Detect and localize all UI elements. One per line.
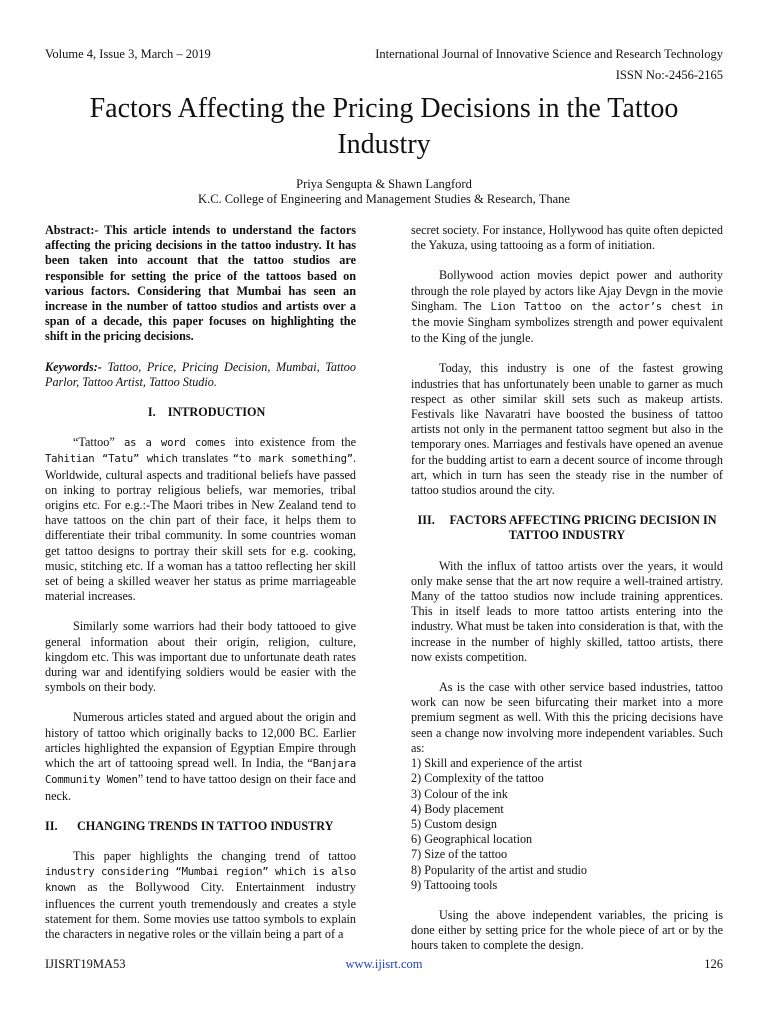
- paper-code: IJISRT19MA53: [45, 957, 126, 971]
- section-1-number: I.: [147, 405, 156, 420]
- intro-p1-f: “to mark something”: [232, 453, 353, 466]
- section-2-heading: [45, 819, 356, 834]
- section-3-number: III.: [417, 513, 435, 528]
- variable-item: 1) Skill and experience of the artist: [411, 756, 583, 771]
- factors-paragraph-2: As is the case with other service based industries, tattoo work can now be seen bifurcating their market into a more premium segment as well. With this the pricing decisions have seen a change now involving more independent variables. Such as:: [411, 680, 723, 755]
- keywords-text: Tattoo, Price, Pricing Decision, Mumbai, Tattoo Parlor, Tattoo Artist, Tattoo Studio.: [45, 359, 356, 389]
- section-3-heading-line-1: [411, 513, 723, 528]
- factors-paragraph-2-block: [411, 680, 723, 893]
- paper-title: Factors Affecting the Pricing Decisions in the Tattoo Industry: [89, 93, 679, 160]
- section-3-heading: [411, 513, 723, 543]
- left-column: [45, 223, 356, 957]
- trends-p1-c: as the Bollywood City. Entertainment industry influences the current youth tremendously and creates a style statement for them. Some movies use tattoo symbols to explain the characters in negative roles or the villain being a part of a: [45, 880, 356, 941]
- journal-name: International Journal of Innovative Science and Research Technology: [375, 47, 723, 61]
- section-1-heading: [45, 405, 356, 420]
- trends-paragraph-3: Today, this industry is one of the fastest growing industries that has unfortunately been unable to garner as much respect as other similar skill sets such as makeup artists. Festivals like Navaratri have boosted the business of tattoo artists not only in the permanent tattoo segment but also in the temporary ones. Marriages and festivals have opened an avenue for the budding artist to earn a decent source of income through art, which in turn has seen the steady rise in the number of tattoo studios around the city.: [411, 361, 723, 498]
- intro-paragraph-2: Similarly some warriors had their body tattooed to give general information about their origin, religion, culture, kingdom etc. This was important due to unfortunate death rates during war and identifying soldiers would be easier with the symbols on their body.: [45, 619, 356, 695]
- keywords-label: Keywords:-: [45, 359, 102, 374]
- trends-p1-b: industry considering “Mumbai region” which is also known: [45, 866, 356, 895]
- variables-list: [411, 756, 723, 893]
- trends-p2-c: movie Singham symbolizes strength and power equivalent to the King of the jungle.: [411, 315, 723, 346]
- section-2-number: II.: [45, 818, 58, 833]
- volume-info: Volume 4, Issue 3, March – 2019: [45, 47, 211, 61]
- page-number: 126: [704, 957, 723, 971]
- section-3-title-line-2: TATTOO INDUSTRY: [508, 528, 626, 543]
- section-3-title-line-1: FACTORS AFFECTING PRICING DECISION IN: [449, 513, 717, 528]
- intro-p1-g: . Worldwide, cultural aspects and traditional beliefs have passed on inking to portray religious beliefs, war memories, tribal origins etc. For e.g.:-The Maori tribes in New Zealand tend to have tattoos on the chin part of their face, it helps them to differentiate their tribal community. In some countries woman get tattoo designs to portray their skill sets for e.g. cooking, music, stitching etc. If a woman has a tattoo reflecting her skill set of being a skilled weaver her status as prime marriageable material increases.: [45, 451, 356, 604]
- variable-item: 8) Popularity of the artist and studio: [411, 862, 588, 877]
- authors: Priya Sengupta & Shawn Langford: [296, 177, 472, 191]
- intro-p1-c: into existence from the: [234, 435, 356, 450]
- variable-item: 4) Body placement: [411, 801, 504, 816]
- trends-p2-b: The Lion Tattoo on the actor’s chest in the: [411, 300, 723, 330]
- intro-paragraph-1: [45, 435, 356, 604]
- variable-item: 9) Tattooing tools: [411, 877, 498, 892]
- section-2-title: CHANGING TRENDS IN TATTOO INDUSTRY: [77, 818, 334, 833]
- intro-p1-b: as a word comes: [114, 437, 235, 450]
- intro-paragraph-3: [45, 710, 356, 803]
- abstract: [45, 223, 356, 345]
- trends-p1-a: This paper highlights the changing trend of tattoo: [73, 848, 356, 863]
- variable-item: 3) Colour of the ink: [411, 786, 508, 801]
- variable-item: 2) Complexity of the tattoo: [411, 771, 544, 786]
- abstract-text: This article intends to understand the factors affecting the pricing decisions in the tattoo industry. It has been taken into account that the tattoo studios are responsible for setting the price of the tattoos based on various factors. Considering that Mumbai has seen an increase in the number of tattoo studios and artists over a span of a decade, this paper focuses on highlighting the shift in the pricing decisions.: [45, 223, 356, 344]
- issn: ISSN No:-2456-2165: [615, 68, 723, 82]
- trends-paragraph-1-cont: secret society. For instance, Hollywood has quite often depicted the Yakuza, using tattooing as a form of initiation.: [411, 223, 723, 253]
- trends-p2-a: Bollywood action movies depict power and authority through the role played by actors like Ajay Devgn in the movie Singham.: [411, 268, 723, 313]
- variable-item: 7) Size of the tattoo: [411, 847, 508, 862]
- intro-p3-a: Numerous articles stated and argued about the origin and history of tattoo which originally backs to 12,000 BC. Earlier articles highlighted the expansion of Egyptian Empire through which the art of tattooing spread well. In India, the “: [45, 710, 356, 771]
- intro-p1-a: “Tattoo”: [73, 435, 115, 450]
- abstract-label: Abstract:-: [45, 223, 99, 237]
- intro-p1-e: translates: [177, 451, 233, 466]
- affiliation: K.C. College of Engineering and Management Studies & Research, Thane: [198, 192, 570, 206]
- intro-p3-b: Banjara Community Women: [45, 758, 356, 787]
- section-1-title: INTRODUCTION: [167, 405, 266, 420]
- keywords: [45, 360, 356, 390]
- factors-paragraph-3: Using the above independent variables, the pricing is done either by setting price for the whole piece of art or by the hours taken to complete the design.: [411, 907, 723, 953]
- trends-paragraph-2: [411, 268, 723, 346]
- variable-item: 5) Custom design: [411, 816, 497, 831]
- intro-p3-c: ” tend to have tattoo design on their face and neck.: [45, 772, 357, 803]
- journal-url-link[interactable]: www.ijisrt.com: [345, 957, 423, 971]
- factors-paragraph-1: With the influx of tattoo artists over the years, it would only make sense that the art now require a well-trained artistry. Many of the tattoo studios now include training apprentices. This in itself leads to more tattoo artists entering into the industry. What must be taken into consideration is that, with the increase in the number of highly skilled, tattoo artists, there now exists competition.: [411, 558, 723, 664]
- variable-item: 6) Geographical location: [411, 832, 533, 847]
- right-column: [411, 223, 723, 969]
- trends-paragraph-1: [45, 849, 356, 942]
- intro-p1-d: Tahitian “Tatu” which: [45, 453, 178, 466]
